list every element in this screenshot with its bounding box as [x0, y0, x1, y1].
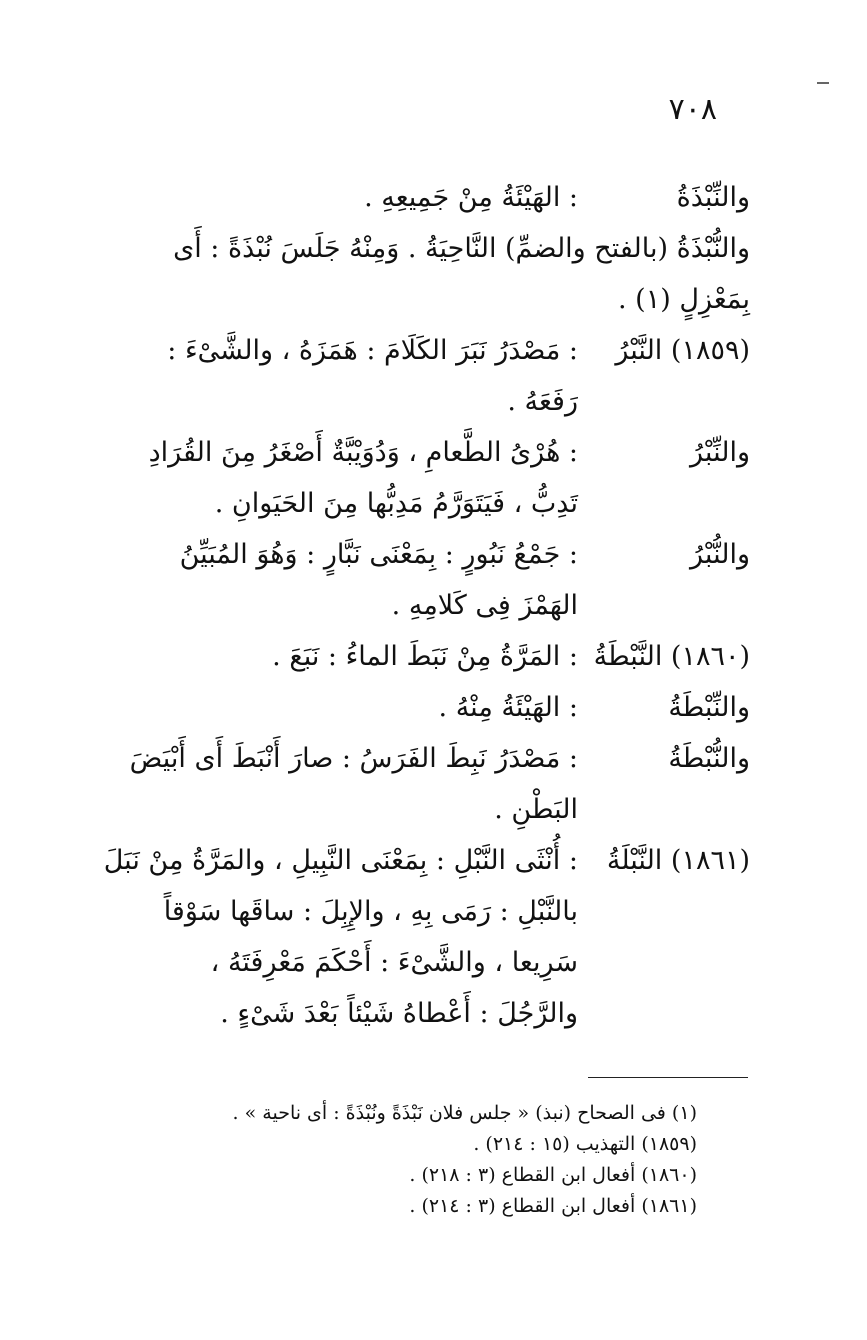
entry-list [70, 172, 750, 1039]
footnote-divider [588, 1077, 748, 1078]
definition-line: : أُنْثَى النَّبْلِ : بِمَعْنَى النَّبِيلِ ، والمَرَّةُ مِنْ نَبَلَ [103, 845, 578, 876]
definition-line: : مَصْدَرُ نَبَرَ الكَلَامَ : هَمَزَهُ ، والشَّىْءَ : [167, 335, 578, 366]
entry-headword: والنِّبْذَةُ [676, 182, 750, 213]
entry-definition [70, 631, 578, 682]
footnote: (١٨٦١) أفعال ابن القطاع (٣ : ٢١٤) . [409, 1195, 697, 1217]
entry-definition [70, 529, 578, 631]
entry-definition [70, 835, 578, 1039]
entry-headword: والنِّبْطَةُ [668, 692, 750, 723]
footnote: (١) فى الصحاح (نبذ) « جلس فلان نَبْذَةً ونُبْذَةً : أى ناحية » . [232, 1102, 697, 1124]
entry-definition [70, 172, 578, 223]
entry-headword: والنُّبْرُ [690, 539, 750, 570]
entry-headword: والنِّبْرُ [690, 437, 750, 468]
definition-line: : المَرَّةُ مِنْ نَبَطَ الماءُ : نَبَعَ . [272, 641, 578, 672]
definition-line: : الهَيْئَةُ مِنْ جَمِيعِهِ . [364, 182, 578, 213]
definition-line: الهَمْزَ فِى كَلامِهِ . [391, 590, 578, 621]
entry-headword: (١٨٦١) النَّبْلَةُ [606, 845, 750, 876]
definition-line: : مَصْدَرُ نَبِطَ الفَرَسُ : صارَ أَنْبَطَ أَى أَبْيَضَ [129, 743, 578, 774]
definition-line: تَدِبُّ ، فَيَتَوَرَّمُ مَدِبُّها مِنَ الحَيَوانِ . [214, 488, 578, 519]
definition-line: : الهَيْئَةُ مِنْهُ . [438, 692, 578, 723]
footnote: (١٨٥٩) التهذيب (١٥ : ٢١٤) . [473, 1133, 697, 1155]
entry-definition [70, 733, 578, 835]
entry-nabla [70, 835, 750, 1039]
entry-nabta [70, 631, 750, 682]
entry-headword: (١٨٥٩) النَّبْرُ [615, 335, 750, 366]
entry-definition [70, 427, 578, 529]
entry-nibr [70, 427, 750, 529]
entry-nibta [70, 682, 750, 733]
definition-line: بالنَّبْلِ : رَمَى بِهِ ، والإِبِلَ : ساقَها سَوْقاً [163, 896, 578, 927]
definition-line: البَطْنِ . [494, 794, 578, 825]
entry-definition [70, 325, 578, 427]
footnotes [57, 1098, 697, 1222]
definition-line: بِمَعْزِلٍ (١) . [618, 284, 750, 315]
definition-line: سَرِيعا ، والشَّىْءَ : أَحْكَمَ مَعْرِفَتَهُ ، [210, 947, 578, 978]
definition-line: : هُرْىُ الطَّعامِ ، وَدُوَيْبَّةٌ أَصْغَرُ مِنَ القُرَادِ [148, 437, 578, 468]
scan-mark [817, 82, 829, 84]
page-number: ٧٠٨ [668, 92, 717, 127]
entry-nubta [70, 733, 750, 835]
definition-line: والرَّجُلَ : أَعْطاهُ شَيْئاً بَعْدَ شَىْءٍ . [220, 998, 578, 1029]
definition-line: والنُّبْذَةُ (بالفتح والضمِّ) النَّاحِيَةُ . وَمِنْهُ جَلَسَ نُبْذَةً : أَى [173, 233, 750, 264]
entry-headword: (١٨٦٠) النَّبْطَةُ [593, 641, 750, 672]
entry-nibdha [70, 172, 750, 223]
entry-headword: والنُّبْطَةُ [668, 743, 750, 774]
definition-line: رَفَعَهُ . [507, 386, 578, 417]
footnote: (١٨٦٠) أفعال ابن القطاع (٣ : ٢١٨) . [409, 1164, 697, 1186]
entry-nubr [70, 529, 750, 631]
definition-line: : جَمْعُ نَبُورٍ : بِمَعْنَى نَبَّارٍ : وَهُوَ المُبَيِّنُ [179, 539, 578, 570]
entry-definition [70, 682, 578, 733]
entry-nubdha [70, 223, 750, 325]
entry-nabr [70, 325, 750, 427]
